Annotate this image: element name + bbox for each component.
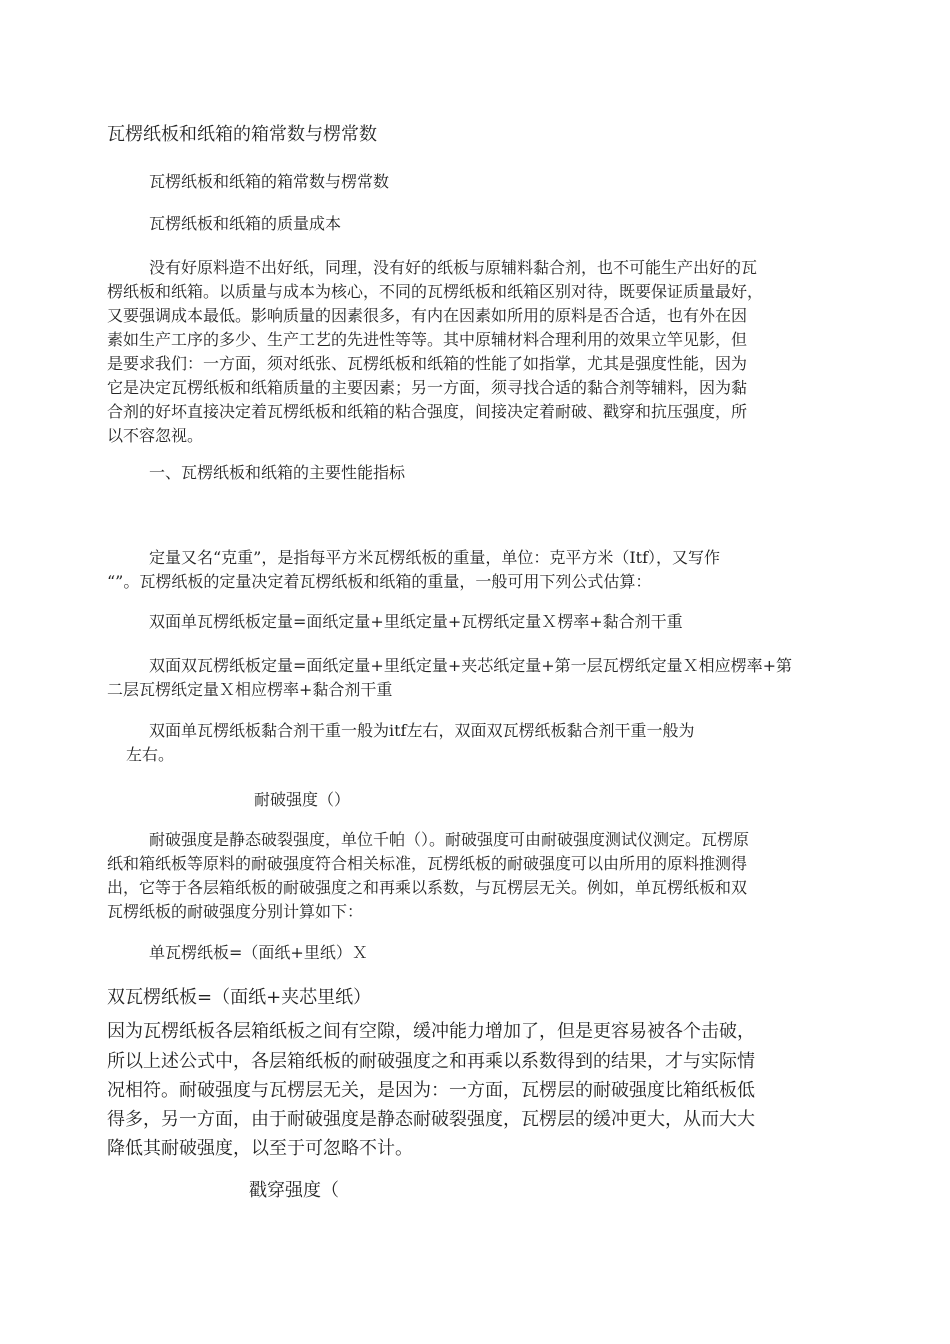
text-line: 是要求我们：一方面，须对纸张、瓦楞纸板和纸箱的性能了如指掌，尤其是强度性能，因为 [107, 354, 748, 373]
section-heading-puncture-strength: 戳穿强度（ [249, 1180, 339, 1201]
text-line: 耐破强度是静态破裂强度，单位千帕（）。耐破强度可由耐破强度测试仪测定。瓦楞原 [149, 830, 750, 849]
formula-burst-single: 单瓦楞纸板=（面纸+里纸）Ｘ [149, 943, 368, 962]
section-heading-main-indicators: 一、瓦楞纸板和纸箱的主要性能指标 [149, 463, 406, 482]
text-line: 合剂的好坏直接决定着瓦楞纸板和纸箱的粘合强度，间接决定着耐破、戳穿和抗压强度，所 [107, 402, 748, 421]
text-line: 双面双瓦楞纸板定量=面纸定量+里纸定量+夹芯纸定量+第一层瓦楞纸定量Ｘ相应楞率+第 [149, 656, 793, 675]
section-heading-burst-strength: 耐破强度（） [254, 790, 351, 809]
text-line: 它是决定瓦楞纸板和纸箱质量的主要因素；另一方面，须寻找合适的黏合剂等辅料，因为黏 [107, 378, 748, 397]
text-line: 得多，另一方面，由于耐破强度是静态耐破裂强度，瓦楞层的缓冲更大，从而大大 [107, 1109, 755, 1130]
text-line: “”。瓦楞纸板的定量决定着瓦楞纸板和纸箱的重量，一般可用下列公式估算： [107, 572, 652, 591]
text-line: 二层瓦楞纸定量Ｘ相应楞率+黏合剂干重 [107, 680, 393, 699]
text-line: 纸和箱纸板等原料的耐破强度符合相关标准，瓦楞纸板的耐破强度可以由所用的原料推测得 [107, 854, 748, 873]
text-line: 因为瓦楞纸板各层箱纸板之间有空隙，缓冲能力增加了，但是更容易被各个击破， [107, 1021, 755, 1042]
text-line: 左右。 [126, 745, 175, 764]
text-line: 素如生产工序的多少、生产工艺的先进性等等。其中原辅材料合理利用的效果立竿见影，但 [107, 330, 748, 349]
text-line: 瓦楞纸板的耐破强度分别计算如下： [107, 902, 364, 921]
formula-burst-double: 双瓦楞纸板=（面纸+夹芯里纸） [107, 987, 372, 1008]
text-line: 所以上述公式中，各层箱纸板的耐破强度之和再乘以系数得到的结果，才与实际情 [107, 1051, 755, 1072]
text-line: 定量又名“克重”，是指每平方米瓦楞纸板的重量，单位：克平方米（Itf），又写作 [149, 548, 721, 567]
text-line: 出，它等于各层箱纸板的耐破强度之和再乘以系数，与瓦楞层无关。例如，单瓦楞纸板和双 [107, 878, 748, 897]
text-line: 又要强调成本最低。影响质量的因素很多，有内在因素如所用的原料是否合适，也有外在因 [107, 306, 748, 325]
text-line: 楞纸板和纸箱。以质量与成本为核心，不同的瓦楞纸板和纸箱区别对待，既要保证质量最好， [107, 282, 764, 301]
formula-single-wall: 双面单瓦楞纸板定量=面纸定量+里纸定量+瓦楞纸定量Ｘ楞率+黏合剂干重 [149, 612, 683, 631]
document-subtitle: 瓦楞纸板和纸箱的箱常数与楞常数 [149, 172, 390, 191]
document-title: 瓦楞纸板和纸箱的箱常数与楞常数 [107, 124, 377, 145]
text-line: 况相符。耐破强度与瓦楞层无关，是因为：一方面，瓦楞层的耐破强度比箱纸板低 [107, 1080, 755, 1101]
text-line: 双面单瓦楞纸板黏合剂干重一般为itf左右，双面双瓦楞纸板黏合剂干重一般为 [149, 721, 695, 740]
section-heading-quality-cost: 瓦楞纸板和纸箱的质量成本 [149, 214, 342, 233]
text-line: 没有好原料造不出好纸，同理，没有好的纸板与原辅料黏合剂，也不可能生产出好的瓦 [149, 258, 758, 277]
text-line: 降低其耐破强度，以至于可忽略不计。 [107, 1138, 413, 1159]
text-line: 以不容忽视。 [107, 426, 204, 445]
